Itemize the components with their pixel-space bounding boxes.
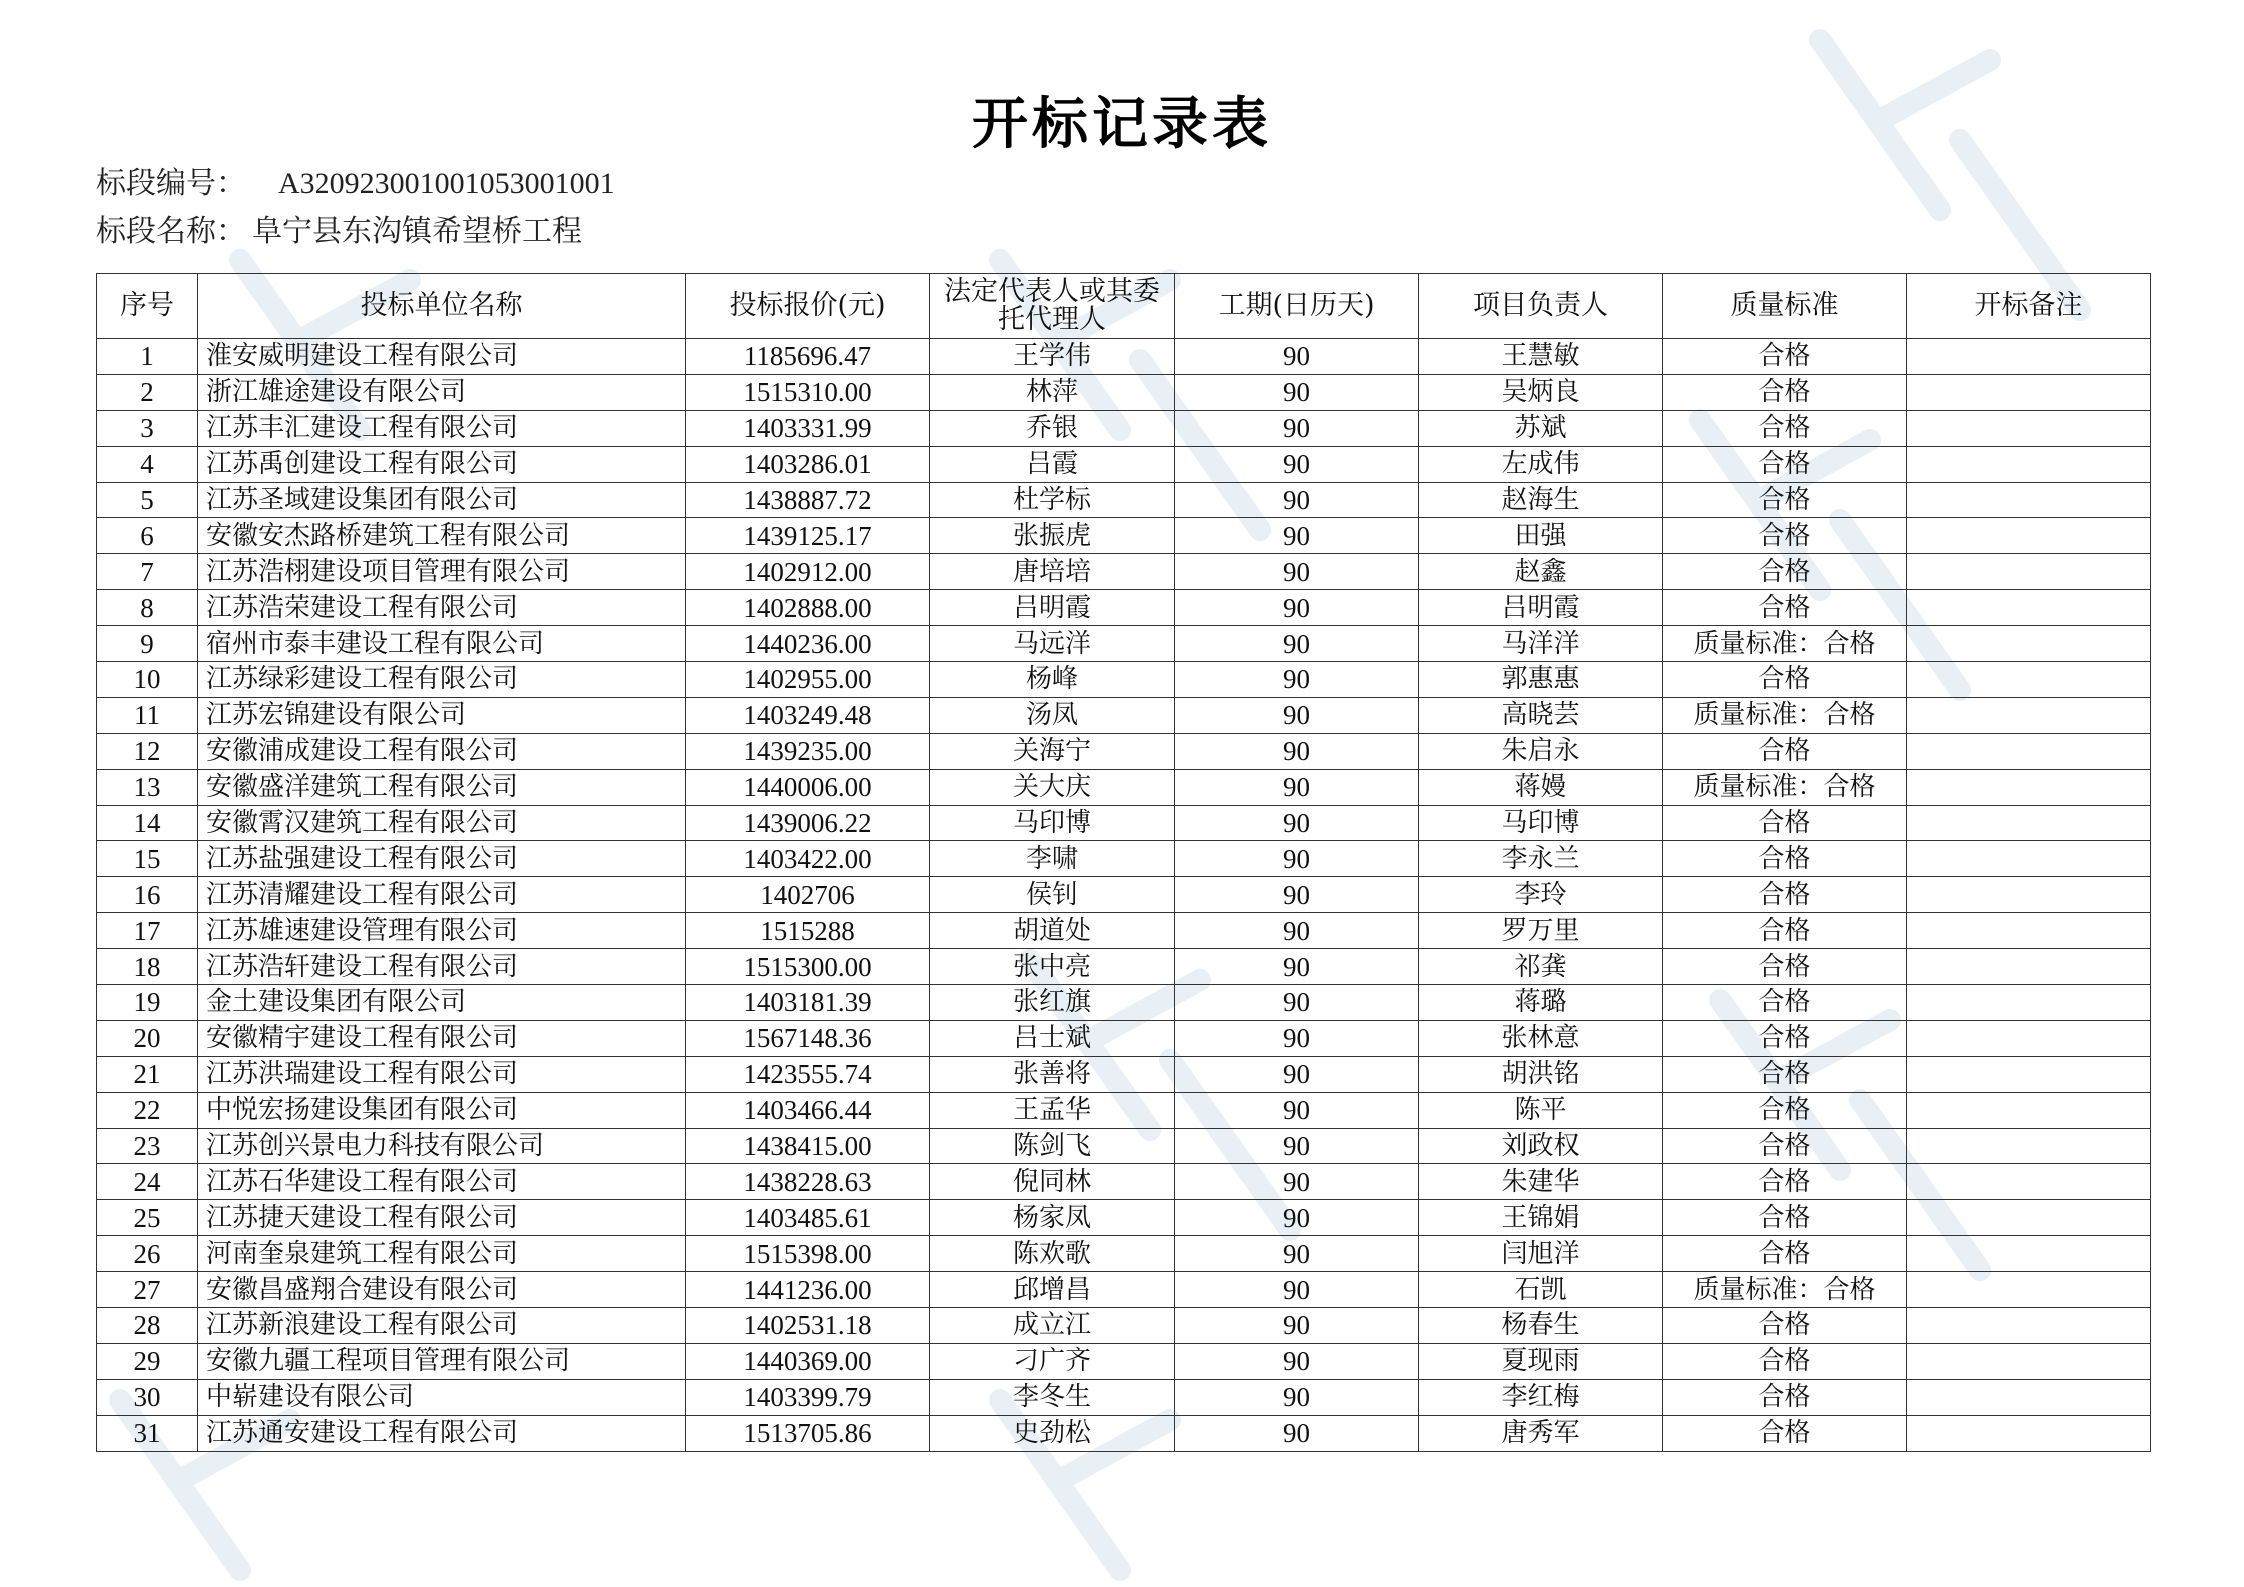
- cell-duration: 90: [1175, 913, 1419, 949]
- cell-bidder-name: 江苏丰汇建设工程有限公司: [198, 410, 686, 446]
- cell-bid-price: 1439235.00: [686, 733, 930, 769]
- cell-representative: 杜学标: [930, 482, 1175, 518]
- table-row: [97, 482, 2151, 518]
- table-row: [97, 769, 2151, 805]
- cell-representative: 吕霞: [930, 446, 1175, 482]
- cell-quality-standard: 合格: [1663, 1343, 1907, 1379]
- table-row: [97, 1128, 2151, 1164]
- cell-duration: 90: [1175, 662, 1419, 698]
- col-header-price: 投标报价(元): [686, 274, 930, 339]
- cell-index: 12: [97, 733, 198, 769]
- cell-quality-standard: 合格: [1663, 1164, 1907, 1200]
- cell-representative: 吕士斌: [930, 1020, 1175, 1056]
- cell-project-manager: 赵海生: [1419, 482, 1663, 518]
- cell-quality-standard: 合格: [1663, 913, 1907, 949]
- cell-remark: [1907, 1415, 2151, 1451]
- cell-index: 29: [97, 1343, 198, 1379]
- cell-bidder-name: 金土建设集团有限公司: [198, 985, 686, 1021]
- col-header-bidder: 投标单位名称: [198, 274, 686, 339]
- cell-project-manager: 祁龚: [1419, 949, 1663, 985]
- cell-project-manager: 朱启永: [1419, 733, 1663, 769]
- cell-bid-price: 1441236.00: [686, 1272, 930, 1308]
- cell-quality-standard: 合格: [1663, 554, 1907, 590]
- cell-duration: 90: [1175, 518, 1419, 554]
- cell-bidder-name: 宿州市泰丰建设工程有限公司: [198, 626, 686, 662]
- cell-project-manager: 刘政权: [1419, 1128, 1663, 1164]
- section-number-line: [96, 158, 615, 202]
- cell-project-manager: 石凯: [1419, 1272, 1663, 1308]
- cell-remark: [1907, 410, 2151, 446]
- cell-duration: 90: [1175, 985, 1419, 1021]
- cell-quality-standard: 合格: [1663, 662, 1907, 698]
- table-row: [97, 518, 2151, 554]
- cell-remark: [1907, 1020, 2151, 1056]
- cell-duration: 90: [1175, 1379, 1419, 1415]
- cell-bid-price: 1402912.00: [686, 554, 930, 590]
- cell-bid-price: 1402706: [686, 877, 930, 913]
- cell-index: 3: [97, 410, 198, 446]
- cell-index: 5: [97, 482, 198, 518]
- cell-bidder-name: 安徽安杰路桥建筑工程有限公司: [198, 518, 686, 554]
- cell-quality-standard: 合格: [1663, 1128, 1907, 1164]
- cell-index: 17: [97, 913, 198, 949]
- cell-remark: [1907, 1308, 2151, 1344]
- table-row: [97, 374, 2151, 410]
- cell-remark: [1907, 1272, 2151, 1308]
- cell-representative: 林萍: [930, 374, 1175, 410]
- cell-quality-standard: 合格: [1663, 1308, 1907, 1344]
- section-number-label: 标段编号：: [96, 166, 246, 201]
- cell-representative: 王孟华: [930, 1092, 1175, 1128]
- table-row: [97, 554, 2151, 590]
- table-row: [97, 1164, 2151, 1200]
- cell-duration: 90: [1175, 554, 1419, 590]
- cell-duration: 90: [1175, 1272, 1419, 1308]
- cell-project-manager: 苏斌: [1419, 410, 1663, 446]
- cell-duration: 90: [1175, 374, 1419, 410]
- cell-duration: 90: [1175, 733, 1419, 769]
- cell-bidder-name: 江苏清耀建设工程有限公司: [198, 877, 686, 913]
- cell-remark: [1907, 697, 2151, 733]
- cell-quality-standard: 质量标准：合格: [1663, 626, 1907, 662]
- cell-bidder-name: 安徽精宇建设工程有限公司: [198, 1020, 686, 1056]
- cell-representative: 张善将: [930, 1056, 1175, 1092]
- cell-quality-standard: 合格: [1663, 1236, 1907, 1272]
- cell-remark: [1907, 733, 2151, 769]
- cell-project-manager: 马洋洋: [1419, 626, 1663, 662]
- cell-duration: 90: [1175, 805, 1419, 841]
- cell-bid-price: 1513705.86: [686, 1415, 930, 1451]
- cell-bidder-name: 江苏圣域建设集团有限公司: [198, 482, 686, 518]
- table-row: [97, 805, 2151, 841]
- cell-quality-standard: 合格: [1663, 805, 1907, 841]
- cell-index: 6: [97, 518, 198, 554]
- cell-bid-price: 1440006.00: [686, 769, 930, 805]
- cell-bidder-name: 江苏盐强建设工程有限公司: [198, 841, 686, 877]
- cell-bid-price: 1515398.00: [686, 1236, 930, 1272]
- cell-duration: 90: [1175, 1164, 1419, 1200]
- cell-representative: 侯钊: [930, 877, 1175, 913]
- cell-bidder-name: 江苏浩栩建设项目管理有限公司: [198, 554, 686, 590]
- cell-remark: [1907, 518, 2151, 554]
- table-row: [97, 913, 2151, 949]
- cell-remark: [1907, 590, 2151, 626]
- cell-index: 27: [97, 1272, 198, 1308]
- cell-project-manager: 李红梅: [1419, 1379, 1663, 1415]
- cell-remark: [1907, 1164, 2151, 1200]
- cell-representative: 李冬生: [930, 1379, 1175, 1415]
- cell-representative: 杨家凤: [930, 1200, 1175, 1236]
- cell-representative: 成立江: [930, 1308, 1175, 1344]
- cell-bidder-name: 浙江雄途建设有限公司: [198, 374, 686, 410]
- cell-project-manager: 杨春生: [1419, 1308, 1663, 1344]
- col-header-manager: 项目负责人: [1419, 274, 1663, 339]
- table-row: [97, 1020, 2151, 1056]
- cell-quality-standard: 合格: [1663, 482, 1907, 518]
- section-name-value: 阜宁县东沟镇希望桥工程: [252, 214, 582, 249]
- cell-index: 4: [97, 446, 198, 482]
- col-header-quality: 质量标准: [1663, 274, 1907, 339]
- cell-duration: 90: [1175, 339, 1419, 375]
- cell-index: 22: [97, 1092, 198, 1128]
- cell-quality-standard: 合格: [1663, 733, 1907, 769]
- cell-project-manager: 郭惠惠: [1419, 662, 1663, 698]
- cell-quality-standard: 合格: [1663, 985, 1907, 1021]
- cell-project-manager: 左成伟: [1419, 446, 1663, 482]
- page-title: 开标记录表: [972, 92, 1272, 157]
- table-row: [97, 1308, 2151, 1344]
- col-header-duration: 工期(日历天): [1175, 274, 1419, 339]
- cell-representative: 倪同林: [930, 1164, 1175, 1200]
- cell-representative: 刁广齐: [930, 1343, 1175, 1379]
- cell-project-manager: 吕明霞: [1419, 590, 1663, 626]
- cell-representative: 史劲松: [930, 1415, 1175, 1451]
- cell-project-manager: 高晓芸: [1419, 697, 1663, 733]
- cell-bidder-name: 江苏宏锦建设有限公司: [198, 697, 686, 733]
- cell-quality-standard: 质量标准：合格: [1663, 769, 1907, 805]
- cell-bid-price: 1515300.00: [686, 949, 930, 985]
- cell-remark: [1907, 841, 2151, 877]
- cell-project-manager: 胡洪铭: [1419, 1056, 1663, 1092]
- cell-duration: 90: [1175, 1415, 1419, 1451]
- cell-index: 31: [97, 1415, 198, 1451]
- cell-bid-price: 1403422.00: [686, 841, 930, 877]
- cell-bidder-name: 江苏通安建设工程有限公司: [198, 1415, 686, 1451]
- col-header-remark: 开标备注: [1907, 274, 2151, 339]
- cell-bidder-name: 江苏浩荣建设工程有限公司: [198, 590, 686, 626]
- cell-duration: 90: [1175, 949, 1419, 985]
- cell-bid-price: 1403399.79: [686, 1379, 930, 1415]
- cell-quality-standard: 合格: [1663, 949, 1907, 985]
- cell-duration: 90: [1175, 877, 1419, 913]
- cell-quality-standard: 质量标准：合格: [1663, 1272, 1907, 1308]
- cell-bidder-name: 中悦宏扬建设集团有限公司: [198, 1092, 686, 1128]
- cell-representative: 关大庆: [930, 769, 1175, 805]
- cell-bid-price: 1402888.00: [686, 590, 930, 626]
- table-row: [97, 1415, 2151, 1451]
- cell-remark: [1907, 877, 2151, 913]
- cell-representative: 邱增昌: [930, 1272, 1175, 1308]
- cell-quality-standard: 合格: [1663, 1200, 1907, 1236]
- cell-project-manager: 朱建华: [1419, 1164, 1663, 1200]
- table-row: [97, 1056, 2151, 1092]
- table-body: [97, 339, 2151, 1452]
- cell-index: 14: [97, 805, 198, 841]
- cell-project-manager: 蒋璐: [1419, 985, 1663, 1021]
- cell-duration: 90: [1175, 446, 1419, 482]
- table-row: [97, 697, 2151, 733]
- cell-bidder-name: 安徽霄汉建筑工程有限公司: [198, 805, 686, 841]
- cell-bidder-name: 江苏捷天建设工程有限公司: [198, 1200, 686, 1236]
- cell-duration: 90: [1175, 1092, 1419, 1128]
- cell-project-manager: 张林意: [1419, 1020, 1663, 1056]
- cell-bid-price: 1438228.63: [686, 1164, 930, 1200]
- cell-remark: [1907, 339, 2151, 375]
- cell-duration: 90: [1175, 1236, 1419, 1272]
- cell-project-manager: 蒋嫚: [1419, 769, 1663, 805]
- table-row: [97, 949, 2151, 985]
- cell-index: 9: [97, 626, 198, 662]
- cell-project-manager: 田强: [1419, 518, 1663, 554]
- cell-duration: 90: [1175, 626, 1419, 662]
- cell-representative: 吕明霞: [930, 590, 1175, 626]
- cell-remark: [1907, 1200, 2151, 1236]
- cell-project-manager: 李玲: [1419, 877, 1663, 913]
- cell-bid-price: 1438887.72: [686, 482, 930, 518]
- table-row: [97, 446, 2151, 482]
- cell-bidder-name: 江苏雄速建设管理有限公司: [198, 913, 686, 949]
- cell-bidder-name: 河南奎泉建筑工程有限公司: [198, 1236, 686, 1272]
- cell-project-manager: 王慧敏: [1419, 339, 1663, 375]
- cell-index: 19: [97, 985, 198, 1021]
- cell-project-manager: 王锦娟: [1419, 1200, 1663, 1236]
- cell-remark: [1907, 985, 2151, 1021]
- cell-bid-price: 1515288: [686, 913, 930, 949]
- cell-representative: 陈欢歌: [930, 1236, 1175, 1272]
- cell-quality-standard: 合格: [1663, 841, 1907, 877]
- cell-bid-price: 1438415.00: [686, 1128, 930, 1164]
- cell-duration: 90: [1175, 1128, 1419, 1164]
- table-header-row: [97, 274, 2151, 339]
- section-name-line: [96, 206, 582, 250]
- cell-quality-standard: 合格: [1663, 410, 1907, 446]
- cell-index: 15: [97, 841, 198, 877]
- cell-bid-price: 1440236.00: [686, 626, 930, 662]
- cell-duration: 90: [1175, 1056, 1419, 1092]
- cell-bidder-name: 江苏浩轩建设工程有限公司: [198, 949, 686, 985]
- cell-quality-standard: 合格: [1663, 518, 1907, 554]
- cell-quality-standard: 合格: [1663, 1092, 1907, 1128]
- cell-quality-standard: 合格: [1663, 1415, 1907, 1451]
- table-row: [97, 662, 2151, 698]
- cell-project-manager: 吴炳良: [1419, 374, 1663, 410]
- cell-duration: 90: [1175, 1308, 1419, 1344]
- cell-bidder-name: 江苏禹创建设工程有限公司: [198, 446, 686, 482]
- cell-index: 30: [97, 1379, 198, 1415]
- cell-bidder-name: 中崭建设有限公司: [198, 1379, 686, 1415]
- cell-index: 7: [97, 554, 198, 590]
- cell-bidder-name: 江苏创兴景电力科技有限公司: [198, 1128, 686, 1164]
- cell-remark: [1907, 1128, 2151, 1164]
- cell-project-manager: 陈平: [1419, 1092, 1663, 1128]
- cell-bidder-name: 安徽浦成建设工程有限公司: [198, 733, 686, 769]
- cell-project-manager: 夏现雨: [1419, 1343, 1663, 1379]
- cell-bidder-name: 淮安威明建设工程有限公司: [198, 339, 686, 375]
- cell-representative: 陈剑飞: [930, 1128, 1175, 1164]
- col-header-index: 序号: [97, 274, 198, 339]
- cell-index: 26: [97, 1236, 198, 1272]
- cell-representative: 张振虎: [930, 518, 1175, 554]
- cell-remark: [1907, 1056, 2151, 1092]
- cell-remark: [1907, 769, 2151, 805]
- cell-bid-price: 1515310.00: [686, 374, 930, 410]
- cell-quality-standard: 合格: [1663, 446, 1907, 482]
- cell-duration: 90: [1175, 769, 1419, 805]
- table-row: [97, 733, 2151, 769]
- cell-duration: 90: [1175, 697, 1419, 733]
- table-row: [97, 841, 2151, 877]
- cell-quality-standard: 质量标准：合格: [1663, 697, 1907, 733]
- table-row: [97, 1379, 2151, 1415]
- cell-quality-standard: 合格: [1663, 590, 1907, 626]
- table-row: [97, 590, 2151, 626]
- table-row: [97, 1343, 2151, 1379]
- cell-representative: 汤凤: [930, 697, 1175, 733]
- cell-remark: [1907, 662, 2151, 698]
- cell-quality-standard: 合格: [1663, 877, 1907, 913]
- cell-remark: [1907, 554, 2151, 590]
- cell-bidder-name: 安徽昌盛翔合建设有限公司: [198, 1272, 686, 1308]
- cell-quality-standard: 合格: [1663, 374, 1907, 410]
- cell-index: 16: [97, 877, 198, 913]
- cell-representative: 王学伟: [930, 339, 1175, 375]
- cell-bidder-name: 江苏新浪建设工程有限公司: [198, 1308, 686, 1344]
- bid-opening-table: [96, 273, 2151, 1452]
- section-number-value: A320923001001053001001: [278, 167, 615, 200]
- cell-remark: [1907, 1236, 2151, 1272]
- cell-remark: [1907, 626, 2151, 662]
- cell-index: 10: [97, 662, 198, 698]
- cell-duration: 90: [1175, 410, 1419, 446]
- cell-index: 21: [97, 1056, 198, 1092]
- cell-duration: 90: [1175, 1343, 1419, 1379]
- cell-bid-price: 1567148.36: [686, 1020, 930, 1056]
- cell-bidder-name: 安徽盛洋建筑工程有限公司: [198, 769, 686, 805]
- table-row: [97, 1272, 2151, 1308]
- cell-index: 11: [97, 697, 198, 733]
- table-row: [97, 877, 2151, 913]
- cell-bid-price: 1439125.17: [686, 518, 930, 554]
- cell-index: 18: [97, 949, 198, 985]
- cell-project-manager: 赵鑫: [1419, 554, 1663, 590]
- cell-representative: 唐培培: [930, 554, 1175, 590]
- table-row: [97, 410, 2151, 446]
- cell-remark: [1907, 374, 2151, 410]
- cell-bid-price: 1185696.47: [686, 339, 930, 375]
- cell-bid-price: 1403331.99: [686, 410, 930, 446]
- cell-bidder-name: 江苏绿彩建设工程有限公司: [198, 662, 686, 698]
- cell-bid-price: 1403181.39: [686, 985, 930, 1021]
- cell-duration: 90: [1175, 1200, 1419, 1236]
- cell-bid-price: 1423555.74: [686, 1056, 930, 1092]
- cell-bid-price: 1403466.44: [686, 1092, 930, 1128]
- table-row: [97, 1200, 2151, 1236]
- cell-bidder-name: 江苏洪瑞建设工程有限公司: [198, 1056, 686, 1092]
- cell-index: 23: [97, 1128, 198, 1164]
- cell-bidder-name: 江苏石华建设工程有限公司: [198, 1164, 686, 1200]
- cell-quality-standard: 合格: [1663, 1056, 1907, 1092]
- cell-project-manager: 闫旭洋: [1419, 1236, 1663, 1272]
- cell-remark: [1907, 1379, 2151, 1415]
- cell-index: 24: [97, 1164, 198, 1200]
- cell-project-manager: 罗万里: [1419, 913, 1663, 949]
- cell-representative: 乔银: [930, 410, 1175, 446]
- cell-quality-standard: 合格: [1663, 1379, 1907, 1415]
- cell-project-manager: 唐秀军: [1419, 1415, 1663, 1451]
- cell-index: 25: [97, 1200, 198, 1236]
- cell-remark: [1907, 482, 2151, 518]
- cell-index: 28: [97, 1308, 198, 1344]
- table-row: [97, 1236, 2151, 1272]
- cell-index: 1: [97, 339, 198, 375]
- cell-bid-price: 1403249.48: [686, 697, 930, 733]
- cell-index: 8: [97, 590, 198, 626]
- table-row: [97, 339, 2151, 375]
- cell-bid-price: 1439006.22: [686, 805, 930, 841]
- cell-duration: 90: [1175, 482, 1419, 518]
- cell-duration: 90: [1175, 841, 1419, 877]
- col-header-representative: 法定代表人或其委托代理人: [930, 274, 1175, 339]
- cell-duration: 90: [1175, 1020, 1419, 1056]
- cell-representative: 关海宁: [930, 733, 1175, 769]
- table-row: [97, 1092, 2151, 1128]
- cell-quality-standard: 合格: [1663, 339, 1907, 375]
- cell-bidder-name: 安徽九疆工程项目管理有限公司: [198, 1343, 686, 1379]
- cell-duration: 90: [1175, 590, 1419, 626]
- cell-remark: [1907, 913, 2151, 949]
- section-name-label: 标段名称：: [96, 214, 246, 249]
- cell-project-manager: 马印博: [1419, 805, 1663, 841]
- cell-project-manager: 李永兰: [1419, 841, 1663, 877]
- cell-remark: [1907, 446, 2151, 482]
- cell-quality-standard: 合格: [1663, 1020, 1907, 1056]
- cell-representative: 杨峰: [930, 662, 1175, 698]
- cell-bid-price: 1402955.00: [686, 662, 930, 698]
- table-row: [97, 985, 2151, 1021]
- cell-representative: 马印博: [930, 805, 1175, 841]
- cell-index: 2: [97, 374, 198, 410]
- cell-remark: [1907, 1343, 2151, 1379]
- cell-bid-price: 1403485.61: [686, 1200, 930, 1236]
- cell-representative: 张红旗: [930, 985, 1175, 1021]
- cell-representative: 李啸: [930, 841, 1175, 877]
- cell-remark: [1907, 949, 2151, 985]
- cell-bid-price: 1403286.01: [686, 446, 930, 482]
- cell-remark: [1907, 1092, 2151, 1128]
- cell-representative: 马远洋: [930, 626, 1175, 662]
- cell-bid-price: 1402531.18: [686, 1308, 930, 1344]
- cell-bid-price: 1440369.00: [686, 1343, 930, 1379]
- cell-remark: [1907, 805, 2151, 841]
- cell-index: 13: [97, 769, 198, 805]
- cell-representative: 胡道处: [930, 913, 1175, 949]
- cell-index: 20: [97, 1020, 198, 1056]
- table-row: [97, 626, 2151, 662]
- cell-representative: 张中亮: [930, 949, 1175, 985]
